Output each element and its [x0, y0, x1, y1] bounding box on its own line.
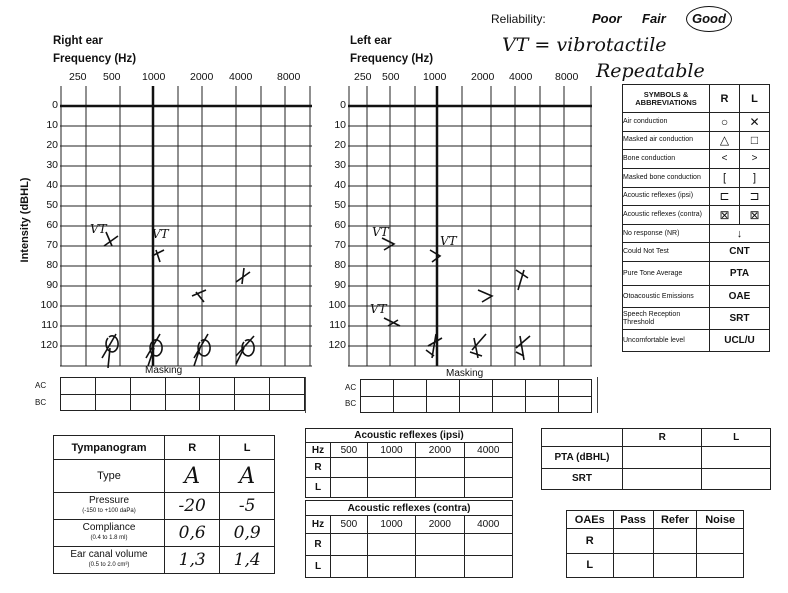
tymp-type-label: Type — [54, 460, 165, 493]
right-ear-subtitle: Frequency (Hz) — [53, 53, 137, 65]
oae-abbrev: OAE — [710, 286, 770, 308]
bone-conduction-l-symbol: > — [739, 150, 769, 169]
right-masking-label: Masking — [145, 365, 183, 376]
tymp-ecv-range: (0.5 to 2.0 cm³) — [88, 562, 130, 569]
l-db-10: 10 — [334, 119, 346, 131]
l-freq-250: 250 — [354, 71, 372, 83]
left-ear-title: Left ear — [350, 35, 392, 47]
reflex-contra-500: 500 — [331, 516, 368, 534]
legend-label: No response (NR) — [623, 224, 710, 243]
reflex-contra-row-l: L — [306, 556, 331, 578]
legend-label: Speech Reception Threshold — [623, 308, 710, 330]
handwritten-vt-note: VT = vibrotactile — [502, 34, 667, 56]
r-db-40: 40 — [46, 179, 58, 191]
r-db-70: 70 — [46, 239, 58, 251]
reflex-contra-r-symbol: ⊠ — [710, 206, 740, 225]
pta-col-r: R — [623, 429, 702, 447]
tymp-type-l: A — [220, 460, 275, 493]
reflex-contra-row-r: R — [306, 534, 331, 556]
r-mark-vt-1000: VT — [152, 227, 169, 241]
left-masking-table — [360, 379, 592, 413]
reflex-contra-title: Acoustic reflexes (contra) — [306, 501, 513, 516]
tympanogram-title: Tympanogram — [54, 436, 165, 460]
ucl-abbrev: UCL/U — [710, 330, 770, 352]
tymp-pressure-r: -20 — [165, 493, 220, 520]
right-bc-label: BC — [35, 398, 47, 407]
oae-header-pass: Pass — [613, 511, 653, 529]
masked-bone-l-symbol: ] — [739, 168, 769, 187]
oae-row-r: R — [567, 529, 614, 554]
reflex-ipsi-row-l: L — [306, 478, 331, 498]
r-db-60: 60 — [46, 219, 58, 231]
r-db-0: 0 — [52, 99, 58, 111]
legend-label: Bone conduction — [623, 150, 710, 169]
r-db-80: 80 — [46, 259, 58, 271]
reflex-ipsi-500: 500 — [331, 443, 368, 458]
legend-label: Masked air conduction — [623, 131, 710, 150]
legend-label: Masked bone conduction — [623, 168, 710, 187]
reflex-contra-1000: 1000 — [367, 516, 415, 534]
srt-row-label: SRT — [542, 468, 623, 490]
tymp-ecv-label: Ear canal volume — [70, 549, 148, 561]
r-freq-1000: 1000 — [142, 71, 166, 83]
l-db-90: 90 — [334, 279, 346, 291]
symbols-legend — [622, 84, 770, 352]
r-db-20: 20 — [46, 139, 58, 151]
reflex-contra-table — [305, 500, 513, 578]
tymp-ecv-l: 1,4 — [220, 547, 275, 574]
tympanogram-col-l: L — [220, 436, 275, 460]
l-freq-2000: 2000 — [471, 71, 495, 83]
tymp-ecv-r: 1,3 — [165, 547, 220, 574]
legend-label: Otoacoustic Emissions — [623, 286, 710, 308]
pta-srt-table — [541, 428, 771, 490]
l-db-100: 100 — [328, 299, 346, 311]
l-db-30: 30 — [334, 159, 346, 171]
oae-table — [566, 510, 744, 578]
reflex-ipsi-1000: 1000 — [367, 443, 415, 458]
tymp-compliance-l: 0,9 — [220, 520, 275, 547]
left-masking-label: Masking — [446, 368, 484, 379]
r-freq-2000: 2000 — [190, 71, 214, 83]
air-conduction-r-symbol: ○ — [710, 113, 740, 132]
l-freq-1000: 1000 — [423, 71, 447, 83]
reliability-label: Reliability: — [491, 12, 546, 26]
left-bc-label: BC — [345, 399, 357, 408]
r-db-90: 90 — [46, 279, 58, 291]
reliability-fair: Fair — [642, 11, 666, 26]
tymp-pressure-l: -5 — [220, 493, 275, 520]
srt-abbrev: SRT — [710, 308, 770, 330]
legend-label: Acoustic reflexes (contra) — [623, 206, 710, 225]
r-freq-8000: 8000 — [277, 71, 301, 83]
masked-bone-r-symbol: [ — [710, 168, 740, 187]
r-db-10: 10 — [46, 119, 58, 131]
reflex-contra-2000: 2000 — [416, 516, 464, 534]
masking-divider-right — [597, 377, 598, 413]
masked-air-l-symbol: □ — [739, 131, 769, 150]
l-db-20: 20 — [334, 139, 346, 151]
reflex-ipsi-l-symbol: ⊐ — [739, 187, 769, 206]
reflex-contra-hz: Hz — [306, 516, 331, 534]
tymp-compliance-label: Compliance — [82, 522, 136, 534]
masked-air-r-symbol: △ — [710, 131, 740, 150]
l-freq-4000: 4000 — [509, 71, 533, 83]
tymp-compliance-range: (0.4 to 1.8 ml) — [90, 535, 128, 542]
l-db-60: 60 — [334, 219, 346, 231]
y-axis-title: Intensity (dBHL) — [19, 177, 31, 263]
air-conduction-l-symbol: ✕ — [739, 113, 769, 132]
l-freq-8000: 8000 — [555, 71, 579, 83]
l-db-50: 50 — [334, 199, 346, 211]
tymp-compliance-r: 0,6 — [165, 520, 220, 547]
legend-label: Air conduction — [623, 113, 710, 132]
r-mark-vt-500: VT — [90, 222, 107, 236]
left-ear-subtitle: Frequency (Hz) — [350, 53, 434, 65]
reflex-ipsi-title: Acoustic reflexes (ipsi) — [306, 429, 513, 443]
r-db-30: 30 — [46, 159, 58, 171]
pta-abbrev: PTA — [710, 262, 770, 286]
l-mark-vt-500-70: VT — [372, 225, 389, 239]
l-db-0: 0 — [340, 99, 346, 111]
l-db-70: 70 — [334, 239, 346, 251]
l-freq-500: 500 — [382, 71, 400, 83]
tymp-pressure-range: (-150 to +100 daPa) — [82, 508, 136, 515]
cnt-abbrev: CNT — [710, 243, 770, 262]
r-db-110: 110 — [41, 319, 58, 331]
reflex-contra-l-symbol: ⊠ — [739, 206, 769, 225]
oae-header-noise: Noise — [697, 511, 744, 529]
r-freq-250: 250 — [69, 71, 87, 83]
reflex-ipsi-row-r: R — [306, 458, 331, 478]
reflex-ipsi-r-symbol: ⊏ — [710, 187, 740, 206]
l-mark-vt-500-110: VT — [370, 302, 387, 316]
right-masking-table — [60, 377, 305, 411]
oae-header-oaes: OAEs — [567, 511, 614, 529]
reliability-good: Good — [692, 11, 726, 26]
oae-header-refer: Refer — [653, 511, 697, 529]
masking-divider — [305, 377, 306, 413]
r-freq-500: 500 — [103, 71, 121, 83]
oae-row-l: L — [567, 553, 614, 578]
tymp-type-r: A — [165, 460, 220, 493]
tympanogram-col-r: R — [165, 436, 220, 460]
r-db-120: 120 — [40, 339, 58, 351]
no-response-arrow-icon: ↓ — [710, 224, 770, 243]
pta-col-l: L — [702, 429, 771, 447]
tymp-pressure-label: Pressure — [88, 495, 129, 507]
right-ac-label: AC — [35, 381, 47, 390]
legend-header-r: R — [710, 85, 740, 113]
handwritten-repeatable-note: Repeatable — [596, 60, 705, 82]
r-freq-4000: 4000 — [229, 71, 253, 83]
reflex-contra-4000: 4000 — [464, 516, 512, 534]
legend-label: Uncomfortable level — [623, 330, 710, 352]
legend-header-l: L — [739, 85, 769, 113]
reflex-ipsi-table — [305, 428, 513, 498]
right-ear-title: Right ear — [53, 35, 103, 47]
reflex-ipsi-4000: 4000 — [464, 443, 512, 458]
r-db-50: 50 — [46, 199, 58, 211]
bone-conduction-r-symbol: < — [710, 150, 740, 169]
reflex-ipsi-hz: Hz — [306, 443, 331, 458]
legend-label: Acoustic reflexes (ipsi) — [623, 187, 710, 206]
reliability-poor: Poor — [592, 11, 622, 26]
legend-label: Could Not Test — [623, 243, 710, 262]
pta-row-label: PTA (dBHL) — [542, 447, 623, 469]
left-ac-label: AC — [345, 383, 357, 392]
tympanogram-table — [53, 435, 275, 574]
l-db-110: 110 — [329, 319, 346, 331]
l-db-80: 80 — [334, 259, 346, 271]
l-db-40: 40 — [334, 179, 346, 191]
legend-label: Pure Tone Average — [623, 262, 710, 286]
legend-header-symbols: SYMBOLS & ABBREVIATIONS — [623, 85, 710, 113]
l-mark-vt-1000: VT — [440, 234, 457, 248]
reflex-ipsi-2000: 2000 — [416, 443, 464, 458]
l-db-120: 120 — [328, 339, 346, 351]
r-db-100: 100 — [40, 299, 58, 311]
